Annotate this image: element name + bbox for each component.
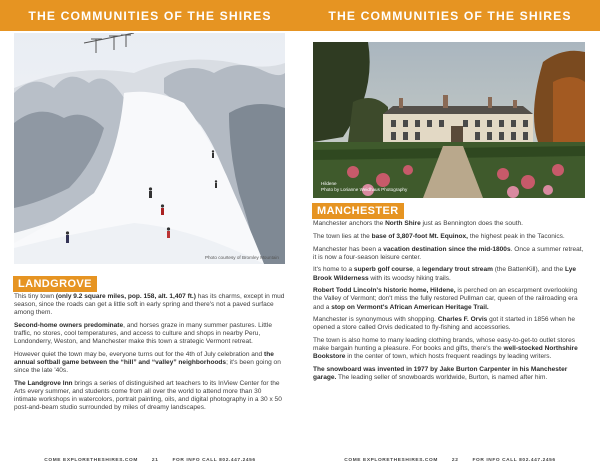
bold-text: Second-home owners predominate <box>14 321 124 329</box>
hildene-mansion-photo <box>313 42 585 198</box>
text-run: ; it's been going on since the late '40s. <box>14 359 281 375</box>
text-run: This tiny town <box>14 293 56 300</box>
left-footer <box>0 458 300 463</box>
right-page-header: THE COMMUNITIES OF THE SHIRES <box>300 0 600 31</box>
bold-text: base of 3,807-foot Mt. Equinox, <box>371 232 468 240</box>
bold-text: North Shire <box>385 220 421 227</box>
body-paragraph <box>313 220 588 228</box>
bold-text: the annual softball game between the “hill” and “valley” neighborhoods <box>14 350 274 367</box>
right-footer <box>300 458 600 463</box>
right-body-text <box>313 220 588 387</box>
text-run: Manchester has been a <box>313 245 384 253</box>
bold-text: stop on Vermont's African American Heritage Trail. <box>331 303 489 311</box>
left-page-header: THE COMMUNITIES OF THE SHIRES <box>0 0 300 31</box>
text-run: It's home to a <box>313 266 354 274</box>
footer-website: COME EXPLORETHESHIRES.COM <box>44 458 138 463</box>
text-run: is perched on an escarpment overlooking the Valley of Vermont; don't miss the fully restored Pullman car, queen of the railroading era and a <box>313 287 578 311</box>
footer-phone: FOR INFO CALL 802.447.2456 <box>472 458 556 463</box>
right-photo-credit: Photo by Lorianne Weidhaus Photography <box>321 187 408 192</box>
text-run: . Once a summer retreat, it is now a four-season leisure center. <box>313 245 584 261</box>
body-paragraph <box>14 293 286 317</box>
text-run: got it started in 1856 when he opened a store called Orvis dedicated to fly-fishing and accessories. <box>313 316 576 332</box>
hildene-illustration <box>313 42 585 198</box>
body-paragraph <box>313 287 588 311</box>
text-run: The town is also home to many leading clothing brands, whose easy-to-get-to outlet stores make bargain hunting a pleasure. For books and gifts, there's the <box>313 337 576 353</box>
ski-slope-photo <box>14 33 285 264</box>
bold-text: legendary trout stream <box>421 266 493 274</box>
body-paragraph <box>313 316 588 332</box>
body-paragraph <box>14 380 286 412</box>
bold-text: The Landgrove Inn <box>14 379 73 387</box>
text-run: Manchester anchors the <box>313 220 386 227</box>
bold-text: well-stocked Northshire Bookstore <box>313 345 578 361</box>
text-run: brings a series of distinguished art teachers to its InView Center for the Arts every summer, and students come from all over the world to attend more than 30 intimate workshops in watercolors, portrait painting, oils, and digital photography in a 30 x 50 post-and-beam studio surrounded by miles of dreamy landscapes. <box>14 379 282 412</box>
bold-text: Charles F. Orvis <box>437 316 488 324</box>
bold-text: superb golf course <box>353 266 413 274</box>
body-paragraph <box>313 246 588 262</box>
ski-slope-illustration <box>14 33 285 264</box>
text-run: in the center of town, which hosts frequent readings by leading writers. <box>345 353 552 361</box>
text-run: with its woodsy hiking trails. <box>368 274 451 282</box>
footer-website: COME EXPLORETHESHIRES.COM <box>344 458 438 463</box>
page-number: 22 <box>451 458 459 463</box>
text-run: , a <box>412 266 422 274</box>
page-number: 21 <box>151 458 159 463</box>
text-run: The town lies at the <box>313 232 372 240</box>
section-title-manchester: MANCHESTER <box>312 203 404 219</box>
left-body-text <box>14 293 286 417</box>
right-page <box>300 0 600 471</box>
bold-text: (only 9.2 square miles, pop. 158, alt. 1,407 ft.) <box>55 293 196 300</box>
text-run: , and horses graze in many summer pastures. Little traffic, no stores, cool temperatures, and access to culture and shops in nearby Peru, Londonderry, Weston, and Manchester make this town a strategic Vermont retreat. <box>14 321 272 346</box>
text-run: the highest peak in the Taconics. <box>468 232 565 240</box>
footer-phone: FOR INFO CALL 802.447.2456 <box>172 458 256 463</box>
body-paragraph <box>313 366 588 382</box>
text-run: Manchester is synonymous with shopping. <box>313 316 438 324</box>
left-photo-credit: Photo courtesy of Bromley Mountain <box>204 255 279 260</box>
text-run: just as Bennington does the south. <box>420 220 523 227</box>
body-paragraph <box>313 337 588 361</box>
text-run: The leading seller of snowboards worldwide, Burton, is named after him. <box>336 374 548 382</box>
section-title-landgrove: LANDGROVE <box>13 276 97 292</box>
bold-text: The snowboard was invented in 1977 by Jake Burton Carpenter in his Manchester garage. <box>313 366 568 382</box>
body-paragraph <box>14 351 286 375</box>
bold-text: Lye Brook Wilderness <box>313 266 577 282</box>
bold-text: vacation destination since the mid-1800s <box>383 245 511 253</box>
body-paragraph <box>313 266 588 282</box>
text-run: (the BattenKill), and the <box>492 266 565 274</box>
body-paragraph <box>14 322 286 346</box>
text-run: has its charms, except in mud season, since the roads can get a little soft in early spring and there's not a paved surface among them. <box>14 293 285 317</box>
body-paragraph <box>313 233 588 241</box>
text-run: However quiet the town may be, everyone turns out for the 4th of July celebration and <box>14 350 265 358</box>
bold-text: Robert Todd Lincoln's historic home, Hildene, <box>313 287 456 295</box>
right-photo-caption: Hildene <box>321 181 337 186</box>
